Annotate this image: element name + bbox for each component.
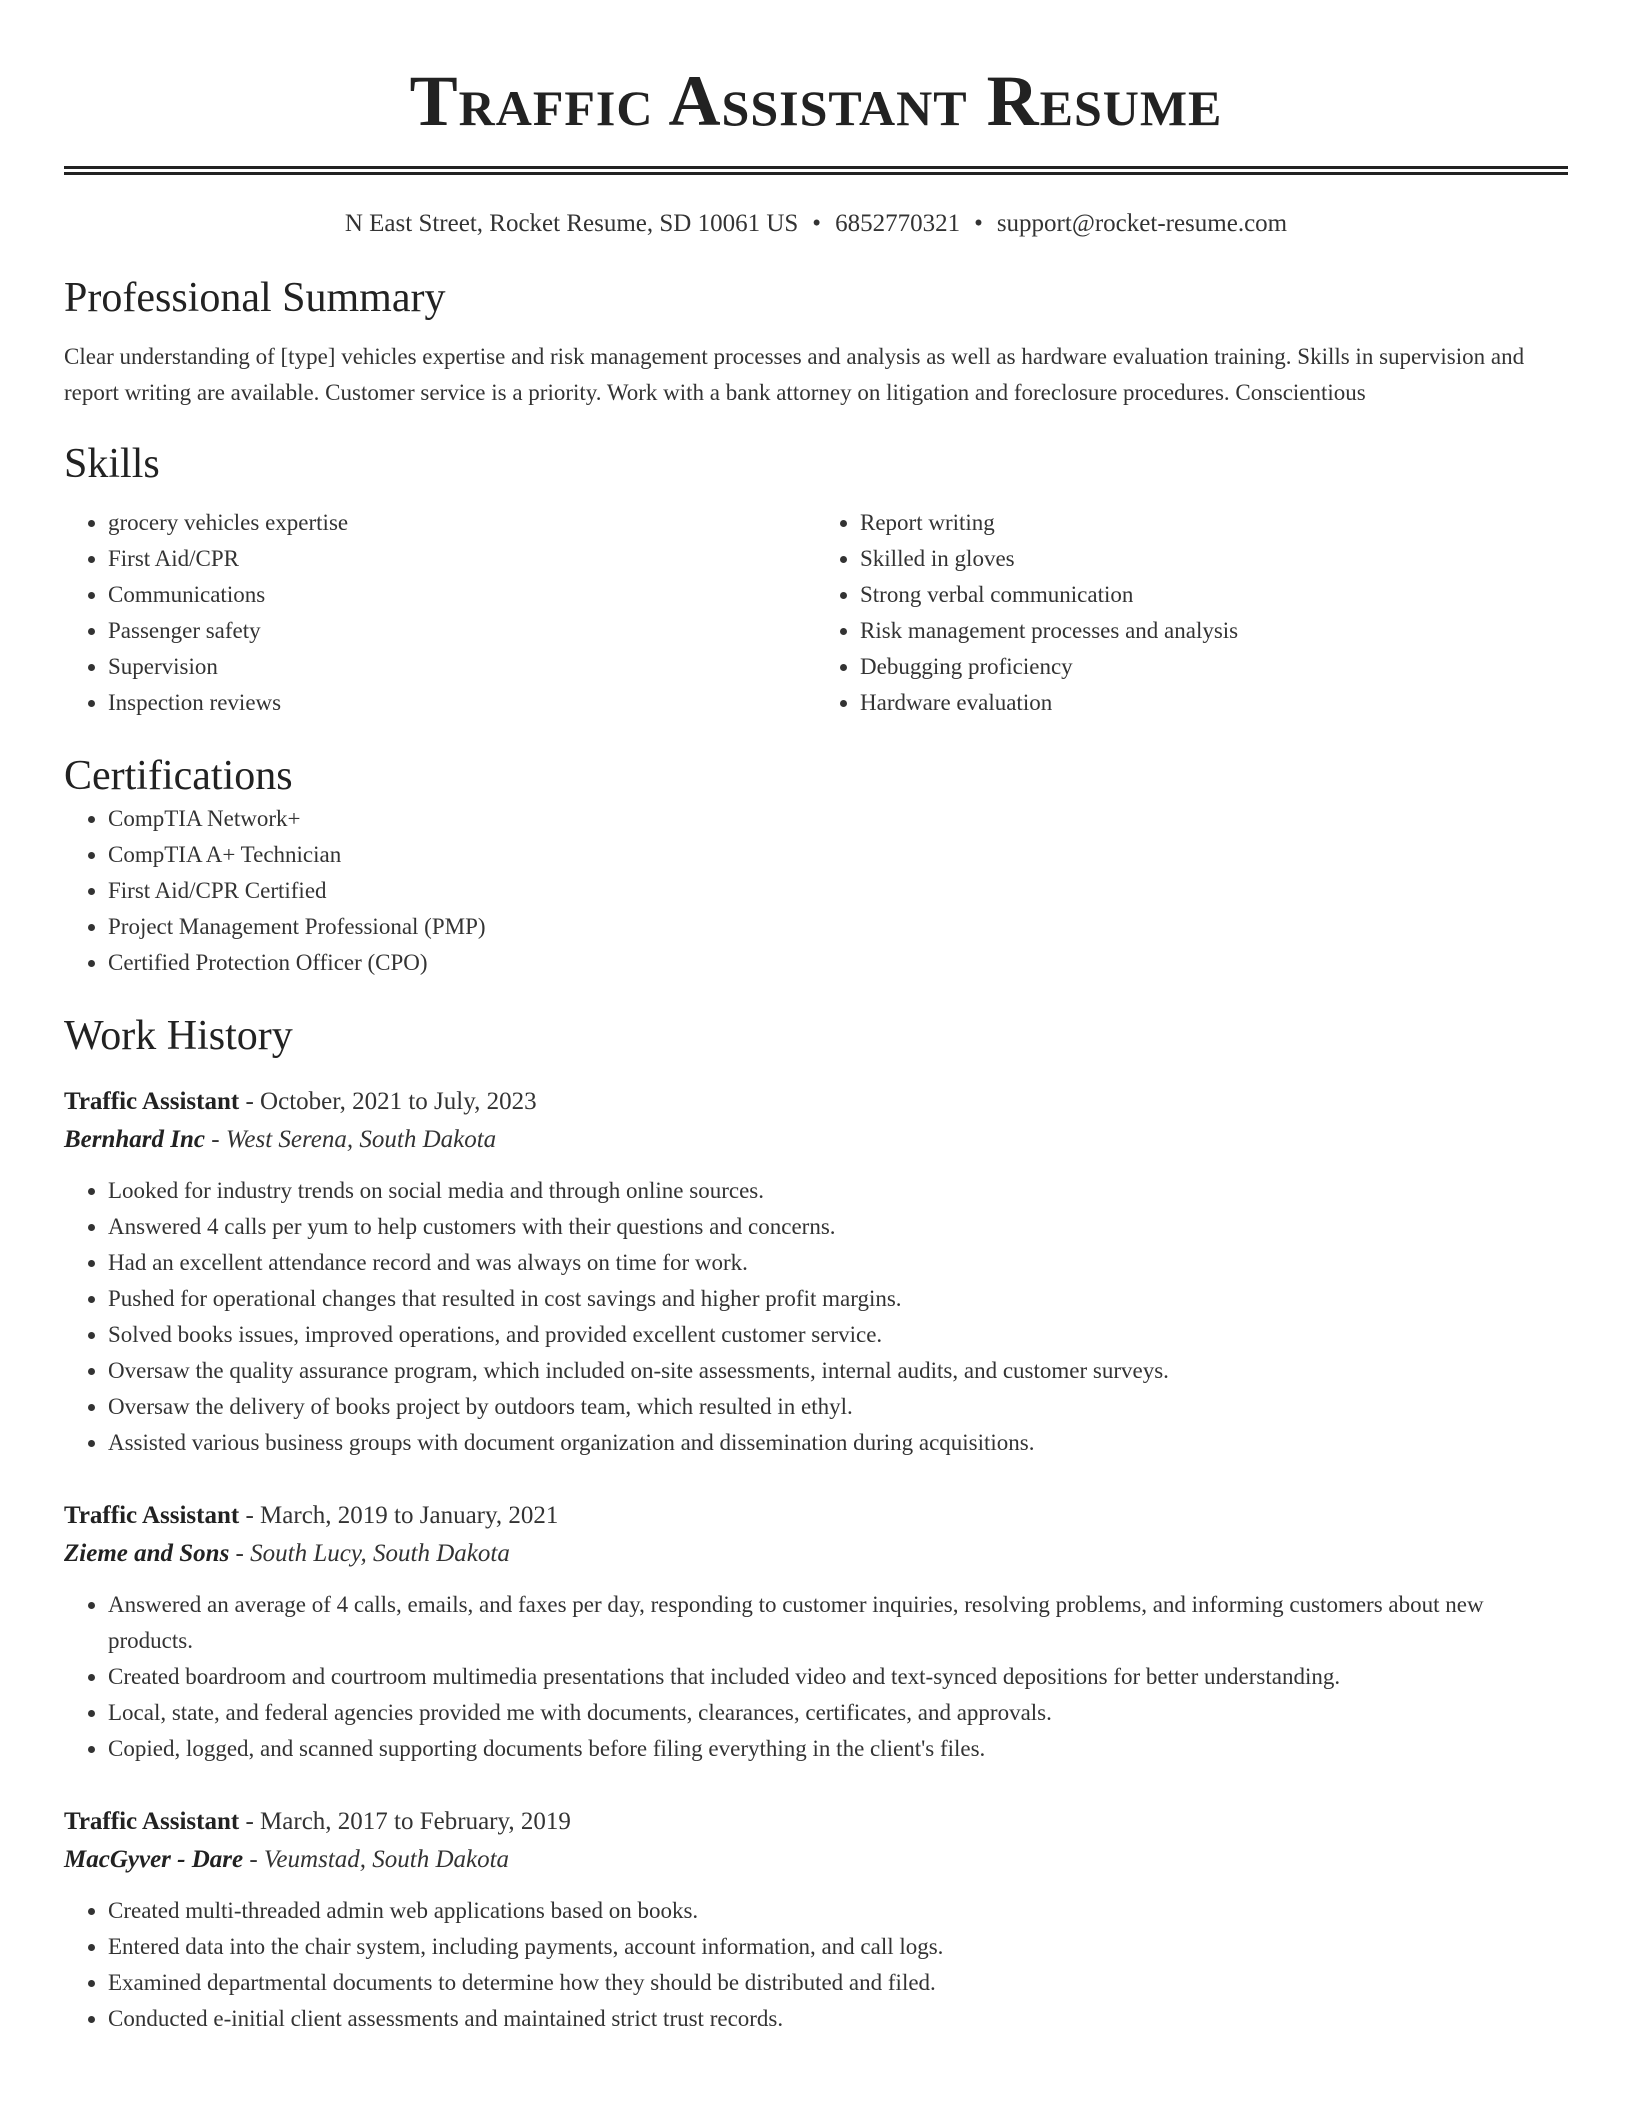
work-history-heading: Work History xyxy=(64,1013,293,1059)
skill-item: • Inspection reviews xyxy=(108,685,816,721)
job-duty: • Assisted various business groups with document organization and dissemination during acquisitions. xyxy=(108,1425,1568,1461)
title-divider xyxy=(64,166,1568,175)
contact-line xyxy=(64,207,1568,241)
certification-item: • CompTIA A+ Technician xyxy=(108,837,1568,873)
skill-item: • Supervision xyxy=(108,649,816,685)
job-title-line xyxy=(64,1083,1568,1121)
skill-item: • Skilled in gloves xyxy=(860,541,1568,577)
skill-item: • Passenger safety xyxy=(108,613,816,649)
job-entry xyxy=(64,1497,1568,1767)
job-duty: • Pushed for operational changes that resulted in cost savings and higher profit margins. xyxy=(108,1281,1568,1317)
job-duties-list xyxy=(64,1587,1568,1767)
certification-item: • Certified Protection Officer (CPO) xyxy=(108,945,1568,981)
job-location: - West Serena, South Dakota xyxy=(205,1126,497,1153)
skill-item: • Report writing xyxy=(860,505,1568,541)
skills-heading: Skills xyxy=(64,441,160,487)
job-title-line xyxy=(64,1497,1568,1535)
job-duties-list xyxy=(64,1173,1568,1461)
contact-phone: 6852770321 xyxy=(835,210,961,237)
certification-item: • First Aid/CPR Certified xyxy=(108,873,1568,909)
job-duty: • Oversaw the quality assurance program, which included on-site assessments, internal audits, and customer surveys. xyxy=(108,1353,1568,1389)
skills-columns xyxy=(64,505,1568,721)
job-company: MacGyver - Dare xyxy=(64,1846,244,1873)
job-duty: • Looked for industry trends on social media and through online sources. xyxy=(108,1173,1568,1209)
job-duty: • Conducted e-initial client assessments and maintained strict trust records. xyxy=(108,2001,1568,2037)
job-duty: • Examined departmental documents to determine how they should be distributed and filed. xyxy=(108,1965,1568,2001)
job-duty: • Solved books issues, improved operations, and provided excellent customer service. xyxy=(108,1317,1568,1353)
job-entry xyxy=(64,1803,1568,2037)
skill-item: • Hardware evaluation xyxy=(860,685,1568,721)
skill-item: • grocery vehicles expertise xyxy=(108,505,816,541)
contact-separator: • xyxy=(974,210,983,237)
job-entry xyxy=(64,1083,1568,1461)
job-company-line xyxy=(64,1841,1568,1879)
job-title-line xyxy=(64,1803,1568,1841)
job-duties-list xyxy=(64,1893,1568,2037)
job-role: Traffic Assistant xyxy=(64,1088,240,1115)
skill-item: • Strong verbal communication xyxy=(860,577,1568,613)
job-location: - South Lucy, South Dakota xyxy=(229,1540,510,1567)
skill-item: • First Aid/CPR xyxy=(108,541,816,577)
job-role: Traffic Assistant xyxy=(64,1808,240,1835)
certification-item: • CompTIA Network+ xyxy=(108,801,1568,837)
certifications-list xyxy=(64,801,1568,981)
job-duty: • Answered 4 calls per yum to help customers with their questions and concerns. xyxy=(108,1209,1568,1245)
certifications-heading: Certifications xyxy=(64,753,293,799)
summary-heading: Professional Summary xyxy=(64,275,446,321)
job-role: Traffic Assistant xyxy=(64,1502,240,1529)
skill-item: • Debugging proficiency xyxy=(860,649,1568,685)
skills-list-right xyxy=(816,505,1568,721)
job-duty: • Created boardroom and courtroom multimedia presentations that included video and text-synced depositions for better understanding. xyxy=(108,1659,1568,1695)
job-dates: - October, 2021 to July, 2023 xyxy=(239,1088,537,1115)
contact-address: N East Street, Rocket Resume, SD 10061 US xyxy=(344,210,799,237)
job-duty: • Created multi-threaded admin web applications based on books. xyxy=(108,1893,1568,1929)
job-duty: • Had an excellent attendance record and was always on time for work. xyxy=(108,1245,1568,1281)
job-duty: • Copied, logged, and scanned supporting documents before filing everything in the client's files. xyxy=(108,1731,1568,1767)
certification-item: • Project Management Professional (PMP) xyxy=(108,909,1568,945)
resume-title: Traffic Assistant Resume xyxy=(409,61,1223,141)
contact-email: support@rocket-resume.com xyxy=(996,210,1288,237)
job-company-line xyxy=(64,1121,1568,1159)
summary-text: Clear understanding of [type] vehicles expertise and risk management processes and analysis as well as hardware evaluation training. Skills in supervision and report writing are available. Customer service is a priority. Work with a bank attorney on litigation and foreclosure procedures. Conscientious xyxy=(64,344,1525,405)
skills-list-left xyxy=(64,505,816,721)
job-duty: • Entered data into the chair system, including payments, account information, and call logs. xyxy=(108,1929,1568,1965)
job-duty: • Local, state, and federal agencies provided me with documents, clearances, certificates, and approvals. xyxy=(108,1695,1568,1731)
job-dates: - March, 2019 to January, 2021 xyxy=(239,1502,559,1529)
job-company: Bernhard Inc xyxy=(64,1126,206,1153)
job-dates: - March, 2017 to February, 2019 xyxy=(239,1808,571,1835)
job-duty: • Oversaw the delivery of books project by outdoors team, which resulted in ethyl. xyxy=(108,1389,1568,1425)
job-duty: • Answered an average of 4 calls, emails, and faxes per day, responding to customer inquiries, resolving problems, and informing customers about new products. xyxy=(108,1587,1568,1659)
skill-item: • Communications xyxy=(108,577,816,613)
job-company: Zieme and Sons xyxy=(64,1540,230,1567)
contact-separator: • xyxy=(812,210,822,237)
job-location: - Veumstad, South Dakota xyxy=(243,1846,510,1873)
job-company-line xyxy=(64,1535,1568,1573)
skill-item: • Risk management processes and analysis xyxy=(860,613,1568,649)
